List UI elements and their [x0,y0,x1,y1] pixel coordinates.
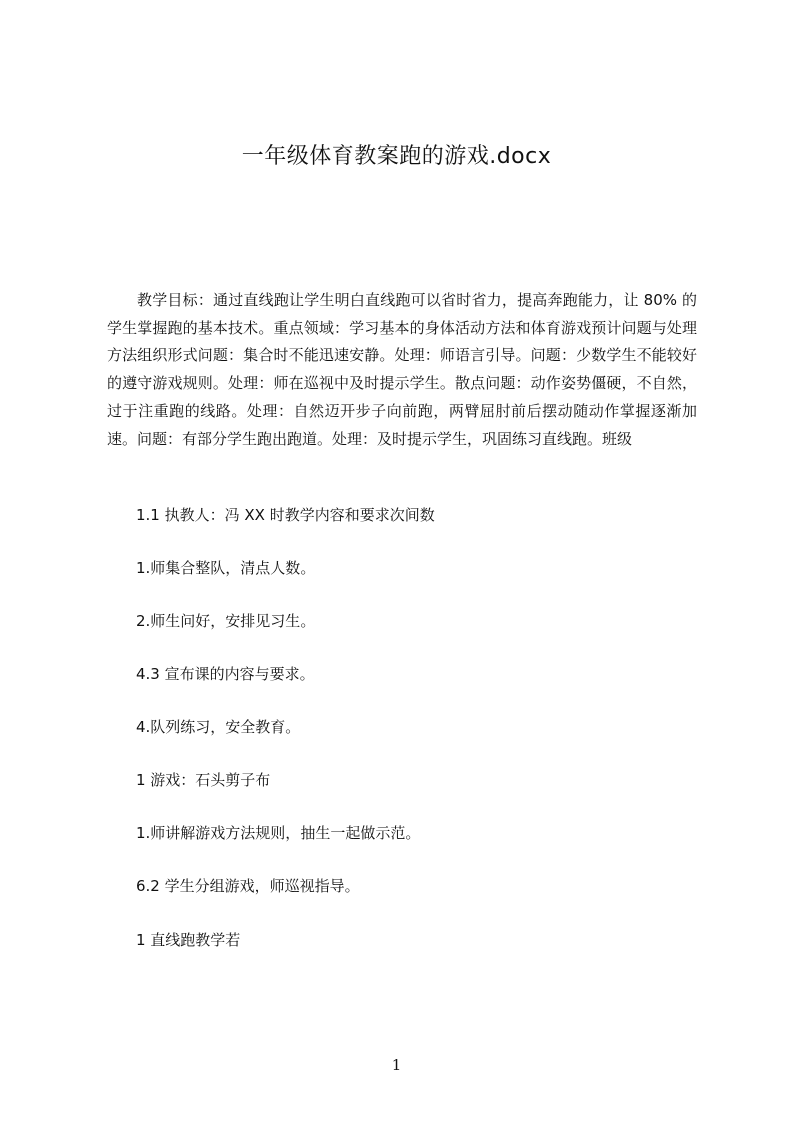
page-number: 1 [391,1056,402,1074]
text-line-5: 4.队列练习，安全教育。 [136,718,301,736]
intro-paragraph: 教学目标：通过直线跑让学生明白直线跑可以省时省力，提高奔跑能力，让 80% 的学生掌握跑的基本技术。重点领域：学习基本的身体活动方法和体育游戏预计问题与处理方法组织形式问题：集合时不能迅速安静。处理：师语言引导。问题：少数学生不能较好的遵守游戏规则。处理：师在巡视中及时提示学生。散点问题：动作姿势僵硬，不自然，过于注重跑的线路。处理：自然迈开步子向前跑，两臂屈肘前后摆动随动作掌握逐渐加速。问题：有部分学生跑出跑道。处理：及时提示学生，巩固练习直线跑。班级 [107,291,697,448]
text-line-8: 6.2 学生分组游戏，师巡视指导。 [136,877,360,895]
text-line-3: 2.师生问好，安排见习生。 [136,612,316,630]
text-line-6: 1 游戏：石头剪子布 [136,771,271,789]
text-line-7: 1.师讲解游戏方法规则，抽生一起做示范。 [136,824,421,842]
text-line-2: 1.师集合整队，清点人数。 [136,559,316,577]
document-title: 一年级体育教案跑的游戏.docx [241,144,552,169]
text-line-1: 1.1 执教人：冯 XX 时教学内容和要求次间数 [136,506,435,524]
text-line-9: 1 直线跑教学若 [136,931,241,949]
text-line-4: 4.3 宣布课的内容与要求。 [136,665,315,683]
